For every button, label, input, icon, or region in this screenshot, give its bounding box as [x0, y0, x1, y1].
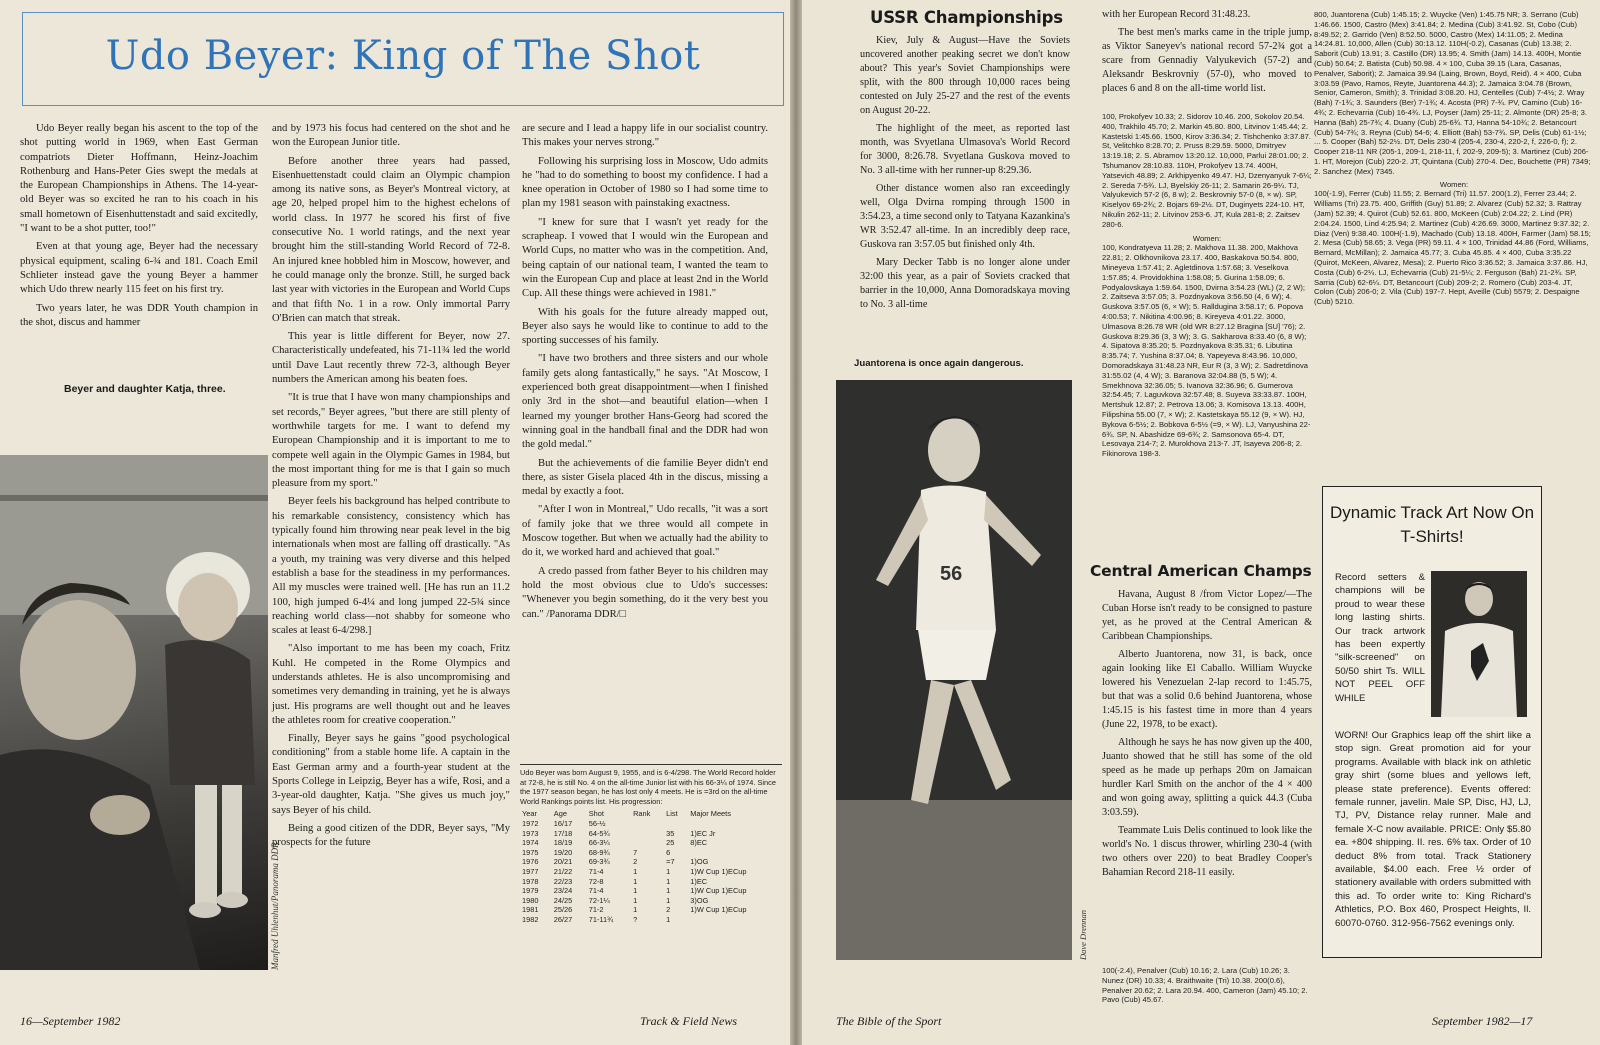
- table-cell: 1)W Cup 1)ECup: [690, 866, 747, 876]
- central-results-bottom: 100(-2.4), Penalver (Cub) 10.16; 2. Lara (Cub) 10.26; 3. Nunez (DR) 10.33; 4. Braithwaite (Tri) 10.38. 200(0.6), Penalver 20.62; 2. Lara 20.94. 400, Cameron (Jam) 45.10; 2. Pavo (Cub) 45.67.: [1102, 966, 1308, 1005]
- table-cell: 1)W Cup 1)ECup: [690, 905, 747, 915]
- table-cell: 1982: [522, 914, 539, 924]
- footer-magazine: Track & Field News: [640, 1014, 737, 1028]
- table-row: [520, 896, 782, 906]
- ussr-column-1: [860, 34, 1070, 316]
- paragraph: "I have two brothers and three sisters and our whole family gets along fantastically," he says. "At Moscow, I experienced both great disappointment—when I finished only 3rd in the shot—and beautiful elation—when I learned my younger brother Hans-Georg had scored the winning goal in the handball final and the DDR had won the gold medal.": [522, 353, 768, 451]
- paragraph: Two years later, he was DDR Youth champion in the shot, discus and hammer: [20, 302, 258, 328]
- column-3: [522, 122, 768, 626]
- table-cell: 1: [633, 895, 638, 905]
- results-women-label: Women:: [1439, 179, 1469, 189]
- table-row: [520, 838, 782, 848]
- table-cell: 1: [633, 876, 638, 886]
- footer-page-number: 16—September 1982: [20, 1014, 121, 1028]
- central-heading: Central American Champs: [1090, 562, 1312, 580]
- table-header: Major Meets: [690, 809, 731, 819]
- table-cell: 23/24: [553, 886, 573, 896]
- paragraph: Being a good citizen of the DDR, Beyer says, "My prospects for the future: [272, 822, 510, 849]
- table-cell: 1975: [522, 847, 539, 857]
- ad-title: Dynamic Track Art Now On T-Shirts!: [1329, 503, 1535, 546]
- juantorena-photo-drawing: [836, 380, 1072, 960]
- photo-credit: Dave Drennan: [1078, 910, 1088, 960]
- ad-text-top: Record setters & champions will be proud to wear these long lasting shirts. Our track artwork has been expertly "silk-screened" on 50/50 shirt Ts. WILL NOT PEEL OFF WHILE: [1335, 572, 1425, 704]
- table-cell: 3)OG: [690, 895, 709, 905]
- paragraph: "It is true that I have won many championships and set records," Beyer agrees, "but there are still plenty of worthwhile targets for me. I want to defend my European Championship and it is important to me to compete well again in the Olympic Games in 1984, but the most important thing for me is that I gain so much pleasure from my sport.": [272, 392, 510, 490]
- paragraph: "I knew for sure that I wasn't yet ready for the scrapheap. I vowed that I would win the European and World Cups, no matter who was in the competition. And, being captain of our national team, I wanted the team to win the European Cup and place at least 2nd in the World Cup. All these things were achieved in 1981.": [522, 216, 768, 300]
- table-cell: 1981: [522, 905, 539, 915]
- paragraph: Before another three years had passed, Eisenhuettenstadt could claim an Olympic champion among its native sons, as Beyer's Montreal victory, at age 20, helped propel him to the highest echelons of world class. In 1977 he scored his first of five consecutive No. 1 world ratings, and the next year brought him the still-standing World Record of 72-8. An injured knee hobbled him in Moscow, however, and he could manage only the bronze. Still, he surged back last year with victories in the European and World Cups and that fifth No. 1 in a row. Only immortal Parry O'Brien can match that streak.: [272, 155, 510, 324]
- footer-tagline: The Bible of the Sport: [836, 1014, 942, 1028]
- table-cell: 1: [666, 866, 671, 876]
- table-header: Age: [553, 809, 567, 819]
- ussr-column-2: [1102, 8, 1312, 100]
- table-cell: 69-3¾: [588, 857, 610, 867]
- paragraph: with her European Record 31:48.23.: [1102, 9, 1251, 20]
- table-cell: 71-2: [588, 905, 604, 915]
- paragraph: A credo passed from father Beyer to his children may hold the most obvious clue to Udo's successes: "Whenever you begin something, do it the very best you can." /Panorama DDR/□: [522, 565, 768, 620]
- beyer-photo: [0, 455, 268, 970]
- table-row: [520, 877, 782, 887]
- table-cell: 35: [666, 828, 675, 838]
- table-row: [520, 819, 782, 829]
- table-cell: 1972: [522, 818, 539, 828]
- table-cell: 24/25: [553, 895, 573, 905]
- paragraph: Havana, August 8 /from Victor Lopez/—The Cuban Horse isn't ready to be consigned to pasture yet, as he proved at the Central American & Caribbean Championships.: [1102, 589, 1312, 642]
- table-cell: 8)EC: [690, 838, 708, 848]
- table-header: Year: [522, 809, 537, 819]
- paragraph: Following his surprising loss in Moscow, Udo admits he "had to do something to boost my confidence. I had a knee operation in October of 1980 so I had some time to plan my 1981 season with painstaking exactness.: [522, 155, 768, 210]
- table-cell: 1980: [522, 895, 539, 905]
- table-cell: 1978: [522, 876, 539, 886]
- table-cell: 21/22: [553, 866, 573, 876]
- table-cell: 1: [633, 866, 638, 876]
- table-cell: 1: [666, 876, 671, 886]
- table-cell: 26/27: [553, 914, 573, 924]
- results-women-label: Women:: [1192, 233, 1222, 243]
- right-page: [802, 0, 1600, 1045]
- table-cell: 72-1¼: [588, 895, 610, 905]
- table-cell: 1)EC: [690, 876, 708, 886]
- tshirt-ad: [1322, 486, 1542, 958]
- table-cell: 71-4: [588, 886, 604, 896]
- table-cell: 1: [666, 895, 671, 905]
- table-cell: [664, 819, 688, 829]
- table-cell: [688, 848, 782, 858]
- left-page: [0, 0, 790, 1045]
- table-cell: 2: [666, 905, 671, 915]
- table-row: [520, 915, 782, 925]
- table-cell: 1)OG: [690, 857, 709, 867]
- spine-gutter: [790, 0, 802, 1045]
- photo-credit: Manfred Uhlenhut/Panorama DDR: [270, 842, 280, 970]
- results-women: 100(-1.9), Ferrer (Cub) 11.55; 2. Bernard (Tri) 11.57. 200(1.2), Ferrer 23.44; 2. Williams (Tri) 23.75. 400, Griffith (Guy) 51.89; 2. Alvarez (Cub) 52.32; 3. Rattray (Jam) 52.39; 4. Quirot (Cub) 52.61. 800, McKeen (Cub) 2:04.22; 2. Lind (PR) 2:04.24. 1500, Lind 4:25.94; 2. Martinez (Cub) 4:26.69. 3000, Martinez 9:37.32; 2. Diaz (Ven) 9:38.40. 100H(-1.9), Machado (Cub) 13.18. 400H, Farmer (Jam) 58.15; 2. Mesa (Cub) 58.65; 3. Vega (PR) 59.11. 4 × 100, Trinidad 44.86 (Ford, Williams, Bernard, McMillan); 2. Jamaica 45.77; 3. Cuba 45.85. 4 × 400, Cuba 3:35.22 (Quirot, McKeen, Alvarez, Mesa); 2. Puerto Rico 3:36.52; 3. Jamaica 3:37.86. HJ, Costa (Cub) 6-2¼. LJ, Echevarria (Cub) 21-5¼; 2. Ferguson (Bah) 21-2¾. SP, Sarria (Cub) 62-6¼. DT, Betancourt (Cub) 209-2; 2. Romero (Cub) 203-4. JT, Colon (Cub) 206-0; 2. Vila (Cub) 197-7. Hept, Aveille (Cub) 5579; 2. Despaigne (Cub) 5210.: [1314, 189, 1591, 307]
- table-cell: 25: [666, 838, 675, 848]
- beyer-photo-drawing: [0, 455, 268, 970]
- juantorena-photo: [836, 380, 1072, 960]
- table-cell: 2: [633, 857, 638, 867]
- paragraph: are secure and I lead a happy life in our socialist country. This makes your nerves strong.": [522, 123, 768, 149]
- paragraph: But the achievements of die familie Beyer didn't end there, as sister Gisela placed 4th in the discus, missing a medal by exactly a foot.: [522, 457, 768, 498]
- ad-text-bottom: WORN! Our Graphics leap off the shirt like a stop sign. Great promotion aid for your programs. Available with black ink on athletic gray shirt (some blues and yellows left, please state preference). Events offered: female runner, javelin. Male SP, Disc, HJ, LJ, TJ, PV, Distance relay runner. Male and female X-C now available. PRICE: Only $5.80 ea. +80¢ shipping. II. res. 6% tax. Order of 10 deduct 8% from total. Track Stationery available, $4.00 each. Free ½ order of stationery available with orders submitted with this ad. To order write to: King Richard's Athletics, P.O. Box 460, Prospect Heights, Il. 60070-0760. 312-956-7562 evenings only.: [1335, 730, 1531, 929]
- table-cell: 1979: [522, 886, 539, 896]
- ussr-results: [1102, 112, 1312, 459]
- table-cell: 72-8: [588, 876, 604, 886]
- table-cell: 20/21: [553, 857, 573, 867]
- paragraph: With his goals for the future already mapped out, Beyer also says he would like to continue to add to the sporting successes of his family.: [522, 306, 768, 347]
- paragraph: Teammate Luis Delis continued to look like the world's No. 1 discus thrower, whirling 230-4 (with two others over 220) to beat Bradley Cooper's Bahamian Record 218-11 easily.: [1102, 825, 1312, 878]
- results-men: 100, Prokofyev 10.33; 2. Sidorov 10.46. 200, Sokolov 20.54. 400, Trakhilo 45.70; 2. Markin 45.80. 800, Litvinov 1:45.44; 2. Kastetski 1:45.66. 1500, Kirov 3:36.34; 2. Tishchenko 3:37.87. St, Velitchko 8:28.70; 2. Pruss 8:29.59. 5000, Dmitryev 13:19.18; 2. S. Abramov 13:20.12. 10,000, Parlui 28:01.00; 2. Tshumanov 28:10.83. 110H, Prokofyev 13.74. 400H, Yatsevich 48.89; 2. Arkhipyenko 49.47. HJ, Dzenyanyuk 7-6¼; 2. Sereda 7-5¾. LJ, Byelskiy 26-11; 2. Samarin 26-9¼. TJ, Valyukevich 57-2 (6, 8 w); 2. Beskrovniy 57-0 (8, × w). SP, Kiselyov 69-2¾; 2. Bojars 69-2½. DT, Duginyets 224-10. HT, Nikulin 262-11; 2. Litvinov 253-6. JT, Kula 281-8; 2. Zaitsev 280-6.: [1102, 112, 1312, 229]
- column-2: [272, 122, 510, 855]
- paragraph: Beyer feels his background has helped contribute to his remarkable consistency, consistency which has typically found him throwing near peak level in the big internationals when most are falling off drastically. "As a youth, my training was very diverse and this helped establish a base for the steadiness in my performances. All my muscles were trained well. [He has run an 11.2 100, high jumped 6-4¼ and long jumped 22-5¾ since reaching world class—not shabby for someone who scales at least 6-4/298.]: [272, 496, 510, 637]
- table-cell: 7: [633, 847, 638, 857]
- table-cell: 6: [666, 847, 671, 857]
- paragraph: "Also important to me has been my coach, Fritz Kuhl. He competed in the Rome Olympics and understands athletes. He is also uncompromising and sometimes very demanding in training, yet he is always just. His programs are well thought out and he leaves the athletes room for creative cooperation.": [272, 643, 510, 726]
- table-row: [520, 886, 782, 896]
- stats-box: [520, 764, 782, 925]
- bib-number: 56: [940, 563, 963, 585]
- paragraph: Finally, Beyer says he gains "good psychological conditioning" from a stable home life. A captain in the East German army and a fourth-year student at the Sports College in Leipzig, Beyer has a wife, Rosi, and a 3-year-old daughter, Katja. "She gives us much joy," says Beyer of his child.: [272, 733, 510, 816]
- table-cell: 1)EC Jr: [690, 828, 716, 838]
- stats-intro: Udo Beyer was born August 9, 1955, and is 6-4/298. The World Record holder at 72-8, he is still No. 4 on the all-time Junior list with his 66-3¼ of 1974. Since the 1977 season began, he has lost only 4 meets. He is =3rd on the all-time World Rankings points list. His progression:: [520, 764, 782, 806]
- paragraph: This year is little different for Beyer, now 27. Characteristically undefeated, his 71-11¾ led the world until Dave Laut recently threw 72-3, although Beyer numbers the American among his beaten foes.: [272, 331, 510, 386]
- paragraph: "After I won in Montreal," Udo recalls, "it was a sort of family joke that we three would all compete in Moscow together. But when we actually had the ability to do it, we worked hard and achieved that goal.": [522, 504, 768, 559]
- paragraph: The highlight of the meet, as reported last month, was Svyetlana Ulmasova's World Record for 3000, 8:26.78. Svyetlana Guskova moved to No. 3 all-time with her runner-up 8:29.36.: [860, 123, 1070, 176]
- table-row: [520, 829, 782, 839]
- table-row: [520, 905, 782, 915]
- table-cell: [631, 838, 664, 848]
- paragraph: Although he says he has now given up the 400, Juanto showed that he still has some of the old speed as he made up perhaps 20m on Jamaican hurdler Karl Smith on the anchor of the 4 × 400 and won going away, splitting a quick 44.3 (Cuba 3:03.59).: [1102, 737, 1312, 818]
- table-header-row: [520, 809, 782, 819]
- paragraph: Kiev, July & August—Have the Soviets uncovered another peaking secret we don't know about? This year's Soviet Championships were split, with the 800 through 10,000 races being contested on July 25-27 and the rest of the events on August 20-22.: [860, 35, 1070, 116]
- table-cell: 71-11¾: [588, 914, 614, 924]
- table-cell: =7: [666, 857, 675, 867]
- results-women: 100, Kondratyeva 11.28; 2. Makhova 11.38. 200, Makhova 22.81; 2. Olkhovnikova 23.17. 400, Baskakova 50.54. 800, Mineyeva 1:57.41; 2. Agletdinova 1:57.68; 3. Veselkova 1:57.85; 4. Providokhina 1:58.08; 5. Gurina 1:58.09; 6. Podyalovskaya 1:59.64. 1500, Dvirna 3:54.23 (WL) (2, 2 W); 2. Zaitseva 3:57.05; 3. Pozdnyakova 3:56.50 (4, 6 W); 4. Guskova 3:57.05 (6, × W); 5. Ralldugina 3:58.17; 6. Popova 4:00.53; 7. Nikitina 4:00.96; 8. Kireyeva 4:01.22. 3000, Ulmasova 8:26.78 WR (old WR 8:27.12 Bragina [SU] '76); 2. Guskova 8:29.36 (3, 3 W); 3. G. Sakharova 8:33.40 (6, 8 W); 4. Sipatova 8:35.20; 5. Pozdnyakova 8:35.31; 6. Libutina 8:35.74; 7. Yushina 8:37.04; 8. Yapeyeva 8:43.96. 10,000, Domoradskaya 31:48.23 NR, Eur R (3, 3 W); 2. Sadretdinova 31:55.02 (4, 4 W); 3. Baranova 32:04.88 (5, 5 W); 4. Smekhnova 32:36.05; 5. Ivanova 32:36.96; 6. Gumerova 32:54.45; 7. Laguvkova 32:57.48; 8. Suyeva 33:33.87. 100H, Mertshuk 12.87; 2. Petrova 13.06; 3. Komisova 13.13. 400H, Filipshina 55.00 (7, × W); 2. Kastetskaya 55.12 (9, × W). HJ, Bykova 6-5½; 2. Bobkova 6-5½ (=9, × W). LJ, Vanyushina 22-6¾. SP, N. Abashidze 69-6¾; 2. Samsonova 65-4. DT, Lesovaya 214-7; 2. Murokhova 213-7. JT, Isayeva 206-8; 2. Fikinorova 198-3.: [1102, 243, 1311, 459]
- table-header: Rank: [633, 809, 651, 819]
- tshirt-model-drawing: [1431, 571, 1527, 717]
- table-cell: [688, 819, 782, 829]
- central-column: [1102, 588, 1312, 884]
- table-cell: 22/23: [553, 876, 573, 886]
- table-cell: 17/18: [553, 828, 573, 838]
- photo-caption: Beyer and daughter Katja, three.: [64, 383, 226, 395]
- table-cell: 1973: [522, 828, 539, 838]
- paragraph: Alberto Juantorena, now 31, is back, once again looking like El Caballo. William Wuycke lowered his Venezuelan 2-lap record to 1:45.75, but that was a solid 0.6 behind Juantorena, whose 1:45.15 is his fastest time in more than 4 years (June 22, 1978, to be exact).: [1102, 649, 1312, 730]
- table-cell: 71-4: [588, 866, 604, 876]
- paragraph: Even at that young age, Beyer had the necessary physical equipment, scaling 6-¾ and 181. Coach Emil Schlieter instead gave the young Beyer a hammer which Udo threw nearly 115 feet on his first try.: [20, 241, 258, 296]
- paragraph: The best men's marks came in the triple jump, as Viktor Saneyev's national record 57-2¾ got a scare from Gennadiy Valyukevich (57-2) and Aleksandr Beskrovniy (57-0), who moved to places 6 and 8 on the all-time world list.: [1102, 27, 1312, 94]
- footer-page-number: September 1982—17: [1432, 1014, 1533, 1028]
- table-cell: ?: [633, 914, 638, 924]
- table-cell: 1974: [522, 838, 539, 848]
- paragraph: Udo Beyer really began his ascent to the top of the shot putting world in 1969, when East German compatriots Dieter Hoffmann, Heinz-Joachim Rothenburg and Hans-Peter Gies swept the medals at the European Championships in Athens. The 14-year-old Beyer was so excited he ran to his coach in his small hometown of Eisenhuttenstadt and said excitedly, "I want to be a shot putter, too!": [20, 123, 258, 235]
- table-cell: 16/17: [553, 818, 573, 828]
- table-header: Shot: [588, 809, 604, 819]
- results-men: 800, Juantorena (Cub) 1:45.15; 2. Wuycke (Ven) 1:45.75 NR; 3. Serrano (Cub) 1:46.66. 1500, Castro (Mex) 3:41.84; 2. Medina (Cub) 3:41.92. St, Cobo (Cub) 8:49.52; 2. Garrido (Ven) 8:52.50. 5000, Castro (Mex) 14:11.05; 2. Medina 14:24.81. 10,000, Allen (Cub) 30:13.12. 110H(-0.2), Casanas (Cub) 13.38; 2. Saborit (Cub) 13.91; 3. Castillo (DR) 13.95; 4. Smith (Jam) 14.13. 400H, Montie (Cub) 50.64; 2. Batista (Cub) 50.98. 4 × 100, Cuba 39.15 (Lara, Casanas, Penalver, Saborit); 2. Jamaica 39.94 (Laing, Brown, Boyd, Reid). 4 × 400, Cuba 3:03.59 (Pavo, Ramos, Reyte, Juantorena 44.3); 2. Jamaica 3:04.78 (Brown, Senior, Cameron, Smith); 3. Trinidad 3:08.20. HJ, Centelles (Cub) 7-4½; 2. Wray (Bah) 7-1¾; 3. Saunders (Ber) 7-1¾; 4. Acosta (PR) 7-¾. PV, Camino (Cub) 16-4¾; 2. Echevarria (Cub) 16-4¾. LJ, Poyser (Jam) 25-11; 2. Almonte (DR) 25-8; 3. Hanna (Bah) 25-7¾; 4. Duany (Cub) 25-6¾. TJ, Hanna 54-10¾; 2. Betancourt (Cub) 54-7¾; 3. Reyna (Cub) 54-6; 4. Elliott (Bah) 53-7¾. SP, Delis (Cub) 61-1½; ... 5. Cooper (Bah) 52-2½. DT, Delis 230-4 (205-4, 230-4, 220-2, f, 226-0, f); 2. Cooper 218-11 NR (205-1, 209-1, 218-11, f, 202-9, 209-5); 3. Martinez (Cub) 206-1. HT, Morejon (Cub) 220-2. JT, Quintana (Cub) 270-4. Dec, Bouchette (PR) 7349; 2. Sanchez (Mex) 7345.: [1314, 10, 1591, 176]
- table-cell: 1)W Cup 1)ECup: [690, 886, 747, 896]
- table-cell: 1: [633, 886, 638, 896]
- ussr-heading: USSR Championships: [870, 8, 1063, 27]
- table-cell: [631, 819, 664, 829]
- paragraph: Mary Decker Tabb is no longer alone under 32:00 this year, as a pair of Soviets cracked that barrier in the 10,000, Anna Domoradskaya moving to No. 3 all-time: [860, 257, 1070, 310]
- article-title: Udo Beyer: King of The Shot: [105, 33, 701, 79]
- paragraph: Other distance women also ran exceedingly well, Olga Dvirna romping through 1500 in 3:54.23, a time second only to Tatyana Kazankina's WR 3:52.47 all-time. In an incredibly deep race, Guskova ran 3:57.05 but finished only 4th.: [860, 183, 1070, 250]
- table-row: [520, 857, 782, 867]
- table-cell: 66-3¼: [588, 838, 610, 848]
- table-cell: 25/26: [553, 905, 573, 915]
- paragraph: and by 1973 his focus had centered on the shot and he won the European Junior title.: [272, 123, 510, 149]
- progression-table: [520, 809, 782, 924]
- table-body: [520, 819, 782, 925]
- table-cell: 1: [633, 905, 638, 915]
- table-cell: 1977: [522, 866, 539, 876]
- table-cell: 1976: [522, 857, 539, 867]
- table-cell: 68-9¾: [588, 847, 610, 857]
- table-cell: [688, 915, 782, 925]
- central-results: [1314, 10, 1594, 307]
- table-row: [520, 867, 782, 877]
- table-cell: 1: [666, 914, 671, 924]
- table-cell: 56-½: [588, 818, 606, 828]
- table-cell: 1: [666, 886, 671, 896]
- table-header: List: [666, 809, 678, 819]
- photo-caption: Juantorena is once again dangerous.: [854, 358, 1024, 369]
- tshirt-model-photo: [1431, 571, 1527, 717]
- table-row: [520, 848, 782, 858]
- table-cell: 19/20: [553, 847, 573, 857]
- table-cell: [631, 829, 664, 839]
- column-1: [20, 122, 258, 334]
- table-cell: 64-5¾: [588, 828, 610, 838]
- title-box: [22, 12, 784, 106]
- table-cell: 18/19: [553, 838, 573, 848]
